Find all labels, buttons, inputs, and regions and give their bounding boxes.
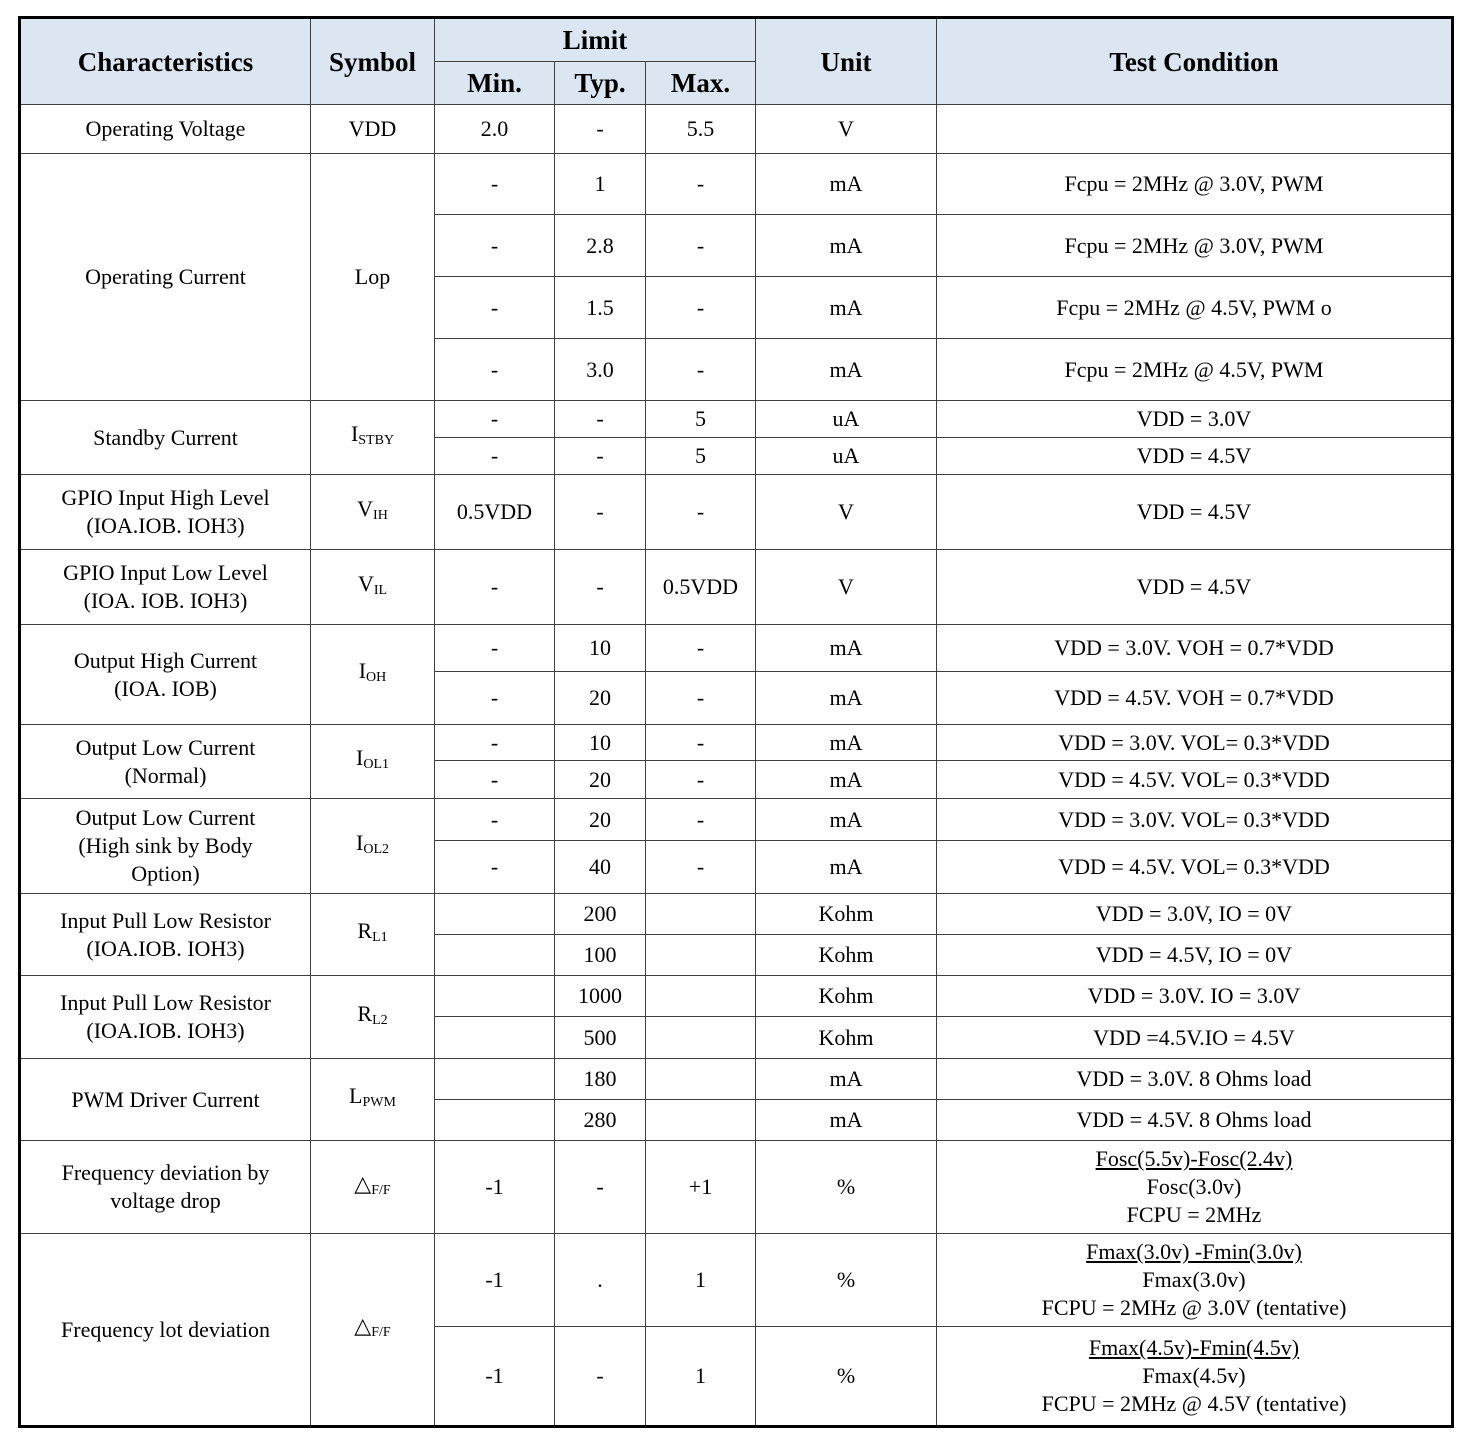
header-max: Max. (646, 62, 756, 105)
min-cell (435, 1100, 555, 1141)
table-row (20, 799, 1453, 841)
condition-line: Fmax(4.5v)-Fmin(4.5v) (1088, 1335, 1300, 1360)
characteristic-line: Frequency lot deviation (61, 1316, 270, 1342)
unit-cell: Kohm (756, 976, 937, 1017)
min-cell: - (435, 339, 555, 401)
condition-line: VDD = 4.5V (1136, 443, 1252, 468)
max-cell (646, 1059, 756, 1100)
condition-line: VDD = 4.5V (1136, 499, 1252, 524)
max-cell: - (646, 761, 756, 799)
table-row (20, 154, 1453, 215)
characteristic-line: (Normal) (124, 762, 207, 788)
min-cell: - (435, 438, 555, 475)
unit-cell: mA (756, 841, 937, 894)
condition-line: VDD = 4.5V, IO = 0V (1095, 942, 1293, 967)
condition-line: Fcpu = 2MHz @ 4.5V, PWM (1064, 356, 1324, 382)
symbol-main: Lop (354, 264, 391, 289)
max-cell: 5 (646, 438, 756, 475)
min-cell: - (435, 401, 555, 438)
condition-cell (937, 1141, 1453, 1234)
condition-cell (937, 215, 1453, 277)
symbol-cell (311, 401, 435, 475)
characteristic-cell (20, 475, 311, 550)
max-cell: 0.5VDD (646, 550, 756, 625)
max-cell: - (646, 625, 756, 672)
max-cell: - (646, 339, 756, 401)
symbol-main: VDD (348, 116, 397, 141)
condition-line: Fcpu = 2MHz @ 3.0V, PWM (1064, 232, 1324, 258)
max-cell: - (646, 799, 756, 841)
characteristic-cell (20, 894, 311, 976)
symbol-cell (311, 1059, 435, 1141)
symbol-cell (311, 475, 435, 550)
condition-line: VDD = 3.0V (1136, 406, 1252, 431)
condition-line: VDD = 4.5V. VOL= 0.3*VDD (1058, 854, 1330, 879)
unit-cell: mA (756, 277, 937, 339)
condition-line: Fmax(3.0v) -Fmin(3.0v) (1086, 1239, 1302, 1264)
min-cell: - (435, 550, 555, 625)
characteristic-line: Output Low Current (75, 805, 256, 830)
typ-cell: 20 (555, 761, 646, 799)
table-row (20, 1234, 1453, 1327)
condition-line: VDD = 4.5V. VOL= 0.3*VDD (1058, 766, 1330, 792)
characteristic-cell (20, 105, 311, 154)
characteristic-cell (20, 401, 311, 475)
characteristic-line: (IOA. IOB. IOH3) (83, 588, 248, 613)
condition-line: VDD = 3.0V. VOL= 0.3*VDD (1058, 729, 1330, 755)
min-cell: -1 (435, 1327, 555, 1427)
max-cell: - (646, 277, 756, 339)
condition-cell (937, 725, 1453, 761)
max-cell (646, 1100, 756, 1141)
header-test-condition: Test Condition (937, 18, 1453, 105)
symbol-subscript: F/F (371, 1182, 391, 1198)
characteristic-line: (High sink by Body (78, 833, 253, 858)
max-cell: - (646, 475, 756, 550)
typ-cell: 2.8 (555, 215, 646, 277)
characteristic-line: PWM Driver Current (71, 1086, 260, 1112)
min-cell: - (435, 625, 555, 672)
condition-cell (937, 894, 1453, 935)
symbol-subscript: OL1 (363, 757, 389, 772)
characteristic-line: Option) (131, 861, 200, 886)
max-cell: 1 (646, 1327, 756, 1427)
typ-cell: - (555, 550, 646, 625)
table-header (20, 18, 1453, 105)
min-cell (435, 894, 555, 935)
max-cell (646, 1017, 756, 1059)
characteristic-line: Standby Current (93, 424, 238, 450)
condition-cell (937, 438, 1453, 475)
symbol-cell (311, 894, 435, 976)
symbol-cell (311, 1141, 435, 1234)
condition-line: VDD = 3.0V. VOL= 0.3*VDD (1058, 806, 1330, 832)
unit-cell: Kohm (756, 935, 937, 976)
symbol-subscript: IL (373, 582, 388, 598)
symbol-main: I (356, 745, 364, 770)
typ-cell: - (555, 105, 646, 154)
symbol-cell (311, 154, 435, 401)
header-symbol: Symbol (311, 18, 435, 105)
symbol-main: △ (354, 1313, 372, 1338)
condition-line: Fcpu = 2MHz @ 4.5V, PWM o (1056, 294, 1332, 320)
condition-line: VDD =4.5V.IO = 4.5V (1093, 1024, 1295, 1050)
typ-cell: - (555, 401, 646, 438)
typ-cell: 10 (555, 625, 646, 672)
min-cell: - (435, 799, 555, 841)
condition-cell (937, 976, 1453, 1017)
condition-cell (937, 1017, 1453, 1059)
min-cell: -1 (435, 1234, 555, 1327)
min-cell (435, 1059, 555, 1100)
header-unit: Unit (756, 18, 937, 105)
min-cell: - (435, 154, 555, 215)
max-cell: 5.5 (646, 105, 756, 154)
condition-cell (937, 339, 1453, 401)
unit-cell: mA (756, 725, 937, 761)
max-cell (646, 935, 756, 976)
characteristic-line: Operating Current (85, 264, 246, 289)
characteristic-line: Output Low Current (75, 734, 256, 760)
symbol-main: R (357, 1000, 373, 1026)
condition-line: Fmax(4.5v) (1142, 1363, 1246, 1388)
characteristic-line: Operating Voltage (85, 116, 246, 141)
condition-line: Fosc(3.0v) (1146, 1174, 1242, 1199)
symbol-cell (311, 976, 435, 1059)
symbol-subscript: IH (373, 507, 388, 523)
symbol-main: R (357, 918, 373, 943)
condition-line: VDD = 4.5V (1136, 574, 1252, 599)
symbol-subscript: L2 (372, 1012, 388, 1028)
table-row (20, 976, 1453, 1017)
table-row (20, 894, 1453, 935)
typ-cell: 10 (555, 725, 646, 761)
condition-line: Fmax(3.0v) (1142, 1267, 1246, 1292)
condition-cell (937, 761, 1453, 799)
table-body (20, 105, 1453, 1427)
characteristic-cell (20, 799, 311, 894)
characteristic-cell (20, 976, 311, 1059)
max-cell: 5 (646, 401, 756, 438)
condition-cell (937, 799, 1453, 841)
symbol-subscript: F/F (371, 1325, 391, 1340)
typ-cell: 200 (555, 894, 646, 935)
min-cell: 2.0 (435, 105, 555, 154)
characteristic-cell (20, 725, 311, 799)
condition-cell (937, 550, 1453, 625)
min-cell (435, 1017, 555, 1059)
condition-line: FCPU = 2MHz @ 3.0V (tentative) (1041, 1295, 1347, 1320)
min-cell: - (435, 672, 555, 725)
min-cell: - (435, 725, 555, 761)
condition-line: VDD = 3.0V. VOH = 0.7*VDD (1054, 635, 1334, 660)
symbol-main: I (350, 421, 359, 446)
typ-cell: 100 (555, 935, 646, 976)
characteristic-cell (20, 1234, 311, 1427)
header-typ: Typ. (555, 62, 646, 105)
characteristic-line: (IOA.IOB. IOH3) (86, 513, 245, 538)
typ-cell: 3.0 (555, 339, 646, 401)
condition-cell (937, 277, 1453, 339)
symbol-main: △ (354, 1170, 372, 1196)
condition-cell (937, 625, 1453, 672)
unit-cell: mA (756, 672, 937, 725)
table-row (20, 1141, 1453, 1234)
symbol-cell (311, 725, 435, 799)
max-cell: - (646, 841, 756, 894)
typ-cell: 180 (555, 1059, 646, 1100)
characteristic-line: (IOA.IOB. IOH3) (86, 935, 245, 961)
symbol-cell (311, 550, 435, 625)
min-cell (435, 935, 555, 976)
characteristic-line: Input Pull Low Resistor (60, 907, 271, 933)
max-cell: 1 (646, 1234, 756, 1327)
unit-cell: mA (756, 339, 937, 401)
condition-cell (937, 1327, 1453, 1427)
table-row (20, 625, 1453, 672)
condition-line: VDD = 3.0V, IO = 0V (1095, 901, 1293, 926)
condition-cell (937, 841, 1453, 894)
symbol-cell (311, 1234, 435, 1427)
condition-line: Fosc(5.5v)-Fosc(2.4v) (1095, 1146, 1293, 1171)
max-cell (646, 894, 756, 935)
condition-cell (937, 1100, 1453, 1141)
typ-cell: 20 (555, 799, 646, 841)
symbol-main: I (356, 829, 364, 855)
min-cell: 0.5VDD (435, 475, 555, 550)
table-row (20, 105, 1453, 154)
symbol-subscript: OH (366, 670, 387, 685)
condition-cell (937, 1059, 1453, 1100)
condition-cell (937, 672, 1453, 725)
typ-cell: 1000 (555, 976, 646, 1017)
typ-cell: . (555, 1234, 646, 1327)
table-row (20, 725, 1453, 761)
typ-cell: - (555, 1327, 646, 1427)
symbol-subscript: OL2 (363, 841, 389, 857)
symbol-main: V (357, 570, 374, 596)
typ-cell: - (555, 475, 646, 550)
table-row (20, 1059, 1453, 1100)
unit-cell: V (756, 550, 937, 625)
min-cell: - (435, 841, 555, 894)
characteristic-line: (IOA.IOB. IOH3) (86, 1018, 245, 1043)
characteristic-cell (20, 625, 311, 725)
condition-line: VDD = 3.0V. 8 Ohms load (1076, 1066, 1312, 1091)
characteristic-cell (20, 1059, 311, 1141)
symbol-main: V (357, 495, 374, 521)
max-cell: - (646, 725, 756, 761)
max-cell: - (646, 154, 756, 215)
condition-cell (937, 935, 1453, 976)
unit-cell: Kohm (756, 894, 937, 935)
unit-cell: mA (756, 1100, 937, 1141)
header-characteristics: Characteristics (20, 18, 311, 105)
symbol-main: I (358, 658, 367, 683)
typ-cell: - (555, 1141, 646, 1234)
symbol-subscript: L1 (372, 930, 388, 945)
table-row (20, 475, 1453, 550)
condition-cell (937, 105, 1453, 154)
unit-cell: mA (756, 761, 937, 799)
header-limit: Limit (435, 18, 756, 62)
characteristic-cell (20, 154, 311, 401)
characteristic-cell (20, 550, 311, 625)
min-cell: -1 (435, 1141, 555, 1234)
min-cell: - (435, 277, 555, 339)
typ-cell: 500 (555, 1017, 646, 1059)
condition-line: VDD = 4.5V. VOH = 0.7*VDD (1054, 685, 1334, 710)
unit-cell: V (756, 105, 937, 154)
unit-cell: % (756, 1141, 937, 1234)
unit-cell: Kohm (756, 1017, 937, 1059)
unit-cell: mA (756, 215, 937, 277)
typ-cell: 1.5 (555, 277, 646, 339)
unit-cell: uA (756, 438, 937, 475)
max-cell: +1 (646, 1141, 756, 1234)
typ-cell: 280 (555, 1100, 646, 1141)
characteristic-line: Frequency deviation by (61, 1160, 270, 1185)
min-cell: - (435, 215, 555, 277)
condition-line: FCPU = 2MHz @ 4.5V (tentative) (1041, 1391, 1347, 1416)
characteristic-line: Output High Current (73, 647, 258, 673)
characteristic-line: GPIO Input Low Level (63, 560, 268, 585)
max-cell: - (646, 215, 756, 277)
symbol-cell (311, 105, 435, 154)
characteristic-line: Input Pull Low Resistor (60, 990, 271, 1015)
table-row (20, 401, 1453, 438)
unit-cell: mA (756, 1059, 937, 1100)
condition-line: VDD = 3.0V. IO = 3.0V (1087, 983, 1301, 1008)
typ-cell: 20 (555, 672, 646, 725)
unit-cell: % (756, 1234, 937, 1327)
max-cell: - (646, 672, 756, 725)
min-cell (435, 976, 555, 1017)
symbol-cell (311, 625, 435, 725)
unit-cell: % (756, 1327, 937, 1427)
electrical-characteristics-table (18, 16, 1454, 1428)
condition-line: VDD = 4.5V. 8 Ohms load (1076, 1107, 1312, 1132)
condition-line: FCPU = 2MHz (1126, 1202, 1262, 1227)
characteristic-line: GPIO Input High Level (61, 485, 270, 510)
characteristic-cell (20, 1141, 311, 1234)
unit-cell: mA (756, 154, 937, 215)
condition-cell (937, 1234, 1453, 1327)
condition-line: Fcpu = 2MHz @ 3.0V, PWM (1064, 171, 1324, 196)
typ-cell: - (555, 438, 646, 475)
condition-cell (937, 154, 1453, 215)
unit-cell: V (756, 475, 937, 550)
characteristic-line: voltage drop (110, 1188, 221, 1213)
condition-cell (937, 401, 1453, 438)
typ-cell: 40 (555, 841, 646, 894)
symbol-main: L (349, 1083, 363, 1108)
table-row (20, 550, 1453, 625)
symbol-cell (311, 799, 435, 894)
unit-cell: uA (756, 401, 937, 438)
header-min: Min. (435, 62, 555, 105)
symbol-subscript: PWM (362, 1095, 396, 1110)
max-cell (646, 976, 756, 1017)
unit-cell: mA (756, 625, 937, 672)
min-cell: - (435, 761, 555, 799)
typ-cell: 1 (555, 154, 646, 215)
characteristic-line: (IOA. IOB) (114, 675, 217, 701)
symbol-subscript: STBY (358, 433, 395, 448)
unit-cell: mA (756, 799, 937, 841)
condition-cell (937, 475, 1453, 550)
